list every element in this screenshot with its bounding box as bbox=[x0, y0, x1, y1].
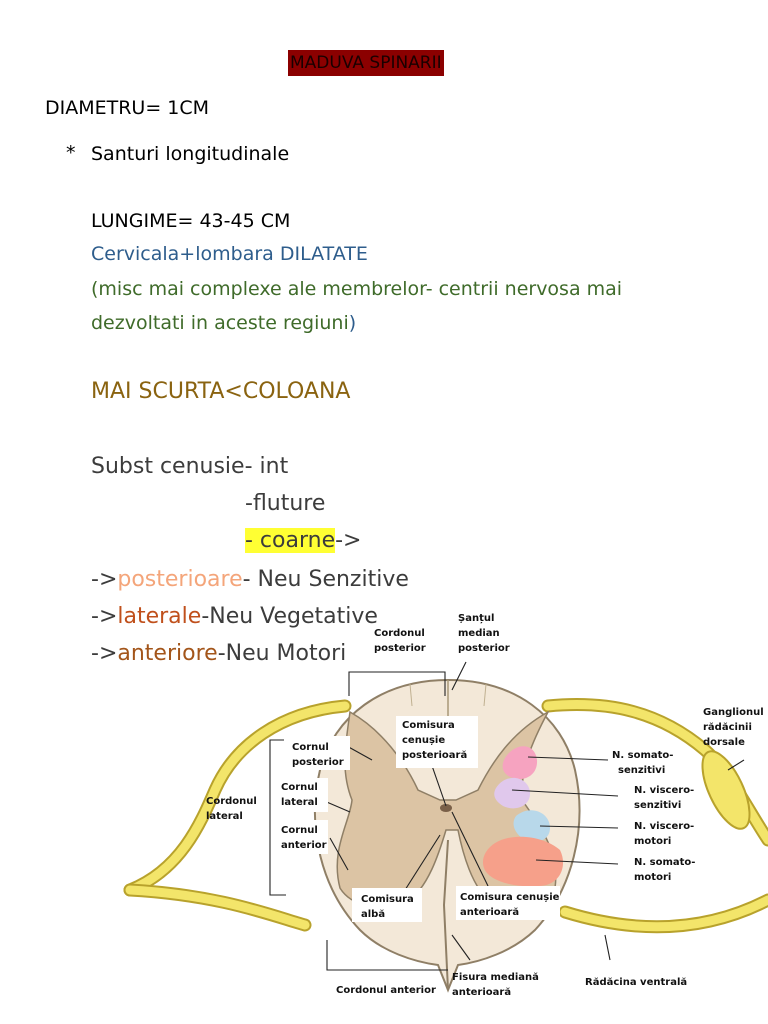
horn-term-anteriore: anteriore bbox=[117, 641, 218, 666]
horn-rest: -Neu Motori bbox=[217, 641, 347, 666]
page-title: MADUVA SPINARII bbox=[288, 50, 444, 76]
misc-line-2-text: dezvoltati in aceste regiuni bbox=[91, 312, 349, 334]
dilatate-line: Cervicala+lombara DILATATE bbox=[91, 243, 368, 265]
label-ganglionul: Ganglionul rădăcinii dorsale bbox=[703, 707, 764, 748]
horn-prefix: -> bbox=[91, 641, 118, 666]
mai-scurta-line: MAI SCURTA<COLOANA bbox=[91, 379, 351, 404]
label-cordonul-anterior: Cordonul anterior bbox=[336, 985, 436, 996]
horn-prefix: -> bbox=[91, 567, 118, 592]
label-comisura-anterioara: Comisura cenușie anterioară bbox=[460, 892, 560, 918]
coarne-highlight: - coarne bbox=[245, 528, 336, 553]
spinal-cord-diagram bbox=[120, 600, 768, 1010]
label-radacina-ventrala: Rădăcina ventrală bbox=[585, 977, 688, 988]
label-fisura-mediana: Fisura mediană anterioară bbox=[452, 972, 539, 998]
label-n-viscero-motori: N. viscero-motori bbox=[634, 821, 695, 847]
bullet-text: Santuri longitudinale bbox=[91, 143, 290, 165]
coarne-arrow: -> bbox=[335, 528, 362, 553]
misc-close-paren: ) bbox=[348, 312, 357, 334]
label-santul-median: Șanțul median posterior bbox=[458, 613, 510, 654]
coarne-line bbox=[245, 526, 361, 556]
label-n-somato-senzitivi: N. somato-senzitivi bbox=[612, 750, 674, 776]
misc-line-2 bbox=[91, 310, 356, 336]
label-n-somato-motori: N. somato-motori bbox=[634, 857, 696, 883]
label-cordonul-posterior: Cordonul posterior bbox=[374, 628, 426, 654]
fluture-line: -fluture bbox=[245, 491, 326, 516]
horn-rest: -Neu Vegetative bbox=[201, 604, 378, 629]
horn-term-posterioare: posterioare bbox=[117, 567, 243, 592]
label-n-viscero-senzitivi: N. viscero-senzitivi bbox=[634, 785, 695, 811]
label-cornul-lateral: Cornul lateral bbox=[281, 782, 318, 808]
diametru-line: DIAMETRU= 1CM bbox=[45, 97, 210, 119]
lungime-line: LUNGIME= 43-45 CM bbox=[91, 210, 291, 232]
horn-prefix: -> bbox=[91, 604, 118, 629]
bullet-symbol: * bbox=[66, 142, 76, 164]
nucleus-somato-motori bbox=[483, 837, 563, 887]
label-cordonul-lateral: Cordonul lateral bbox=[206, 796, 257, 822]
horn-term-laterale: laterale bbox=[117, 604, 202, 629]
label-comisura-posterioara: Comisura cenușie posterioară bbox=[402, 720, 468, 761]
horn-line-posterior bbox=[91, 565, 409, 595]
label-cornul-anterior: Cornul anterior bbox=[281, 825, 327, 851]
subst-cenusie-line: Subst cenusie- int bbox=[91, 454, 289, 479]
label-comisura-alba: Comisura albă bbox=[361, 894, 414, 920]
horn-rest: - Neu Senzitive bbox=[242, 567, 409, 592]
dorsal-root-ganglion bbox=[693, 745, 759, 835]
label-cornul-posterior: Cornul posterior bbox=[292, 742, 344, 768]
misc-line-1: (misc mai complexe ale membrelor- centrii nervosa mai bbox=[91, 278, 623, 300]
